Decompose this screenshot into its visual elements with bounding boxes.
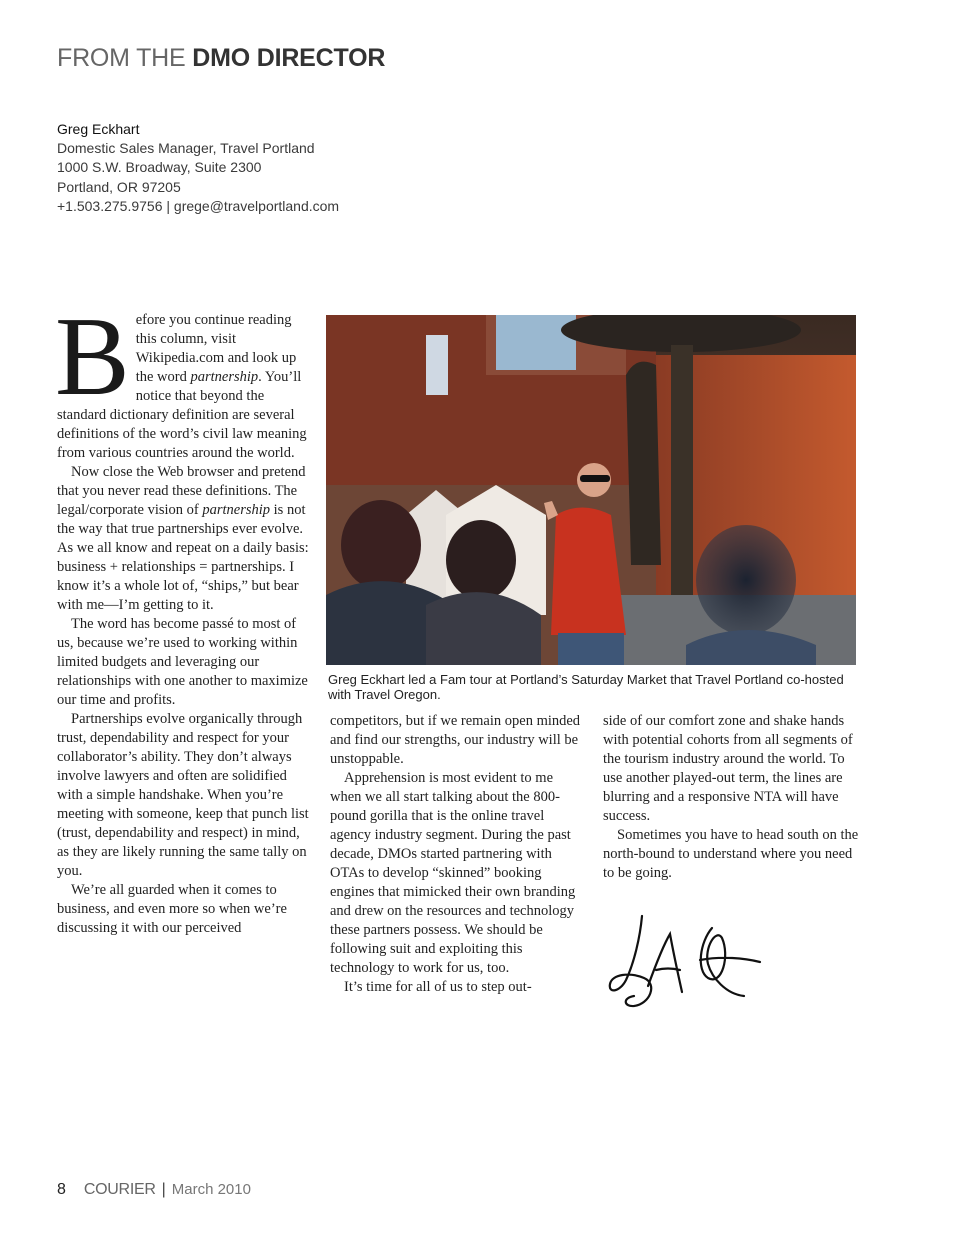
section-title-bold: DMO DIRECTOR: [192, 44, 386, 72]
author-signature: [604, 908, 764, 1018]
article-column-1: [55, 295, 313, 938]
article-paragraph-1: [55, 295, 313, 463]
magazine-name: COURIER: [83, 1181, 156, 1198]
page-footer: [57, 1181, 251, 1199]
paragraph-1-text-b: . You’ll notice that beyond the standard dictionary definition are several definitions of the word’s civil law meaning from various countries around the world.: [57, 369, 307, 461]
signature-icon: [604, 908, 764, 1018]
drop-cap: B: [55, 295, 130, 419]
contact-block: [57, 120, 339, 216]
article-column-3: [603, 712, 859, 883]
article-paragraph-4: Partnerships evolve organically through trust, dependability and respect for your collaborator’s ability. They don’t always involve lawyers and often are solidified with a simple handshake. When you’re meeting with someone, keep that punch list (trust, dependability and respect) in mind, as they are likely running the same tally on you.: [57, 711, 309, 879]
contact-title: Domestic Sales Manager, Travel Portland: [57, 140, 315, 157]
paragraph-2-text-a: Now close the Web browser and pretend that you never read these definitions. The legal/corporate vision of: [57, 464, 306, 518]
photo-illustration: [326, 315, 856, 665]
article-paragraph-3: The word has become passé to most of us, because we’re used to working within limited budgets and leveraging our relationships with one another to maximize our time and profits.: [57, 616, 308, 708]
contact-address-line-2: Portland, OR 97205: [57, 178, 181, 195]
contact-address-line-1: 1000 S.W. Broadway, Suite 2300: [57, 159, 262, 176]
article-photo: [326, 315, 856, 665]
footer-separator: |: [161, 1181, 166, 1198]
paragraph-1-text-a: efore you continue reading this column, visit Wikipedia.com and look up the word: [135, 312, 297, 385]
section-title: [57, 44, 385, 73]
paragraph-1-emphasis: partnership: [190, 369, 259, 385]
article-paragraph-5-continued: competitors, but if we remain open minded and find our strengths, our industry will be unstoppable.: [330, 713, 581, 767]
article-paragraph-5: We’re all guarded when it comes to business, and even more so when we’re discussing it with our perceived: [57, 882, 287, 936]
photo-caption: Greg Eckhart led a Fam tour at Portland’s Saturday Market that Travel Portland co-hosted with Travel Oregon.: [328, 672, 844, 702]
article-column-2: [330, 712, 586, 997]
article-paragraph-6: Apprehension is most evident to me when we all start talking about the 800-pound gorilla that is the online travel agency industry segment. During the past decade, DMOs started partnering with OTAs to develop “skinned” booking engines that mimicked their own branding and drew on the resources and technology these partners possess. We should be following suit and exploiting this technology to work for us, too.: [330, 770, 576, 976]
contact-phone-email: +1.503.275.9756 | grege@travelportland.com: [57, 197, 340, 214]
issue-date: March 2010: [171, 1181, 251, 1198]
article-paragraph-8: Sometimes you have to head south on the north-bound to understand where you need to be going.: [603, 827, 859, 881]
page-number: 8: [57, 1181, 66, 1198]
paragraph-2-emphasis: partnership: [202, 502, 271, 518]
contact-name: Greg Eckhart: [57, 121, 140, 137]
paragraph-2-text-b: is not the way that true partnerships ever evolve. As we all know and repeat on a daily basis: business + relationships = partnerships. I know it’s a whole lot of, “ships,” but bear with me—I’m getting to it.: [57, 502, 309, 613]
section-title-light: FROM THE: [57, 44, 186, 72]
article-paragraph-2: [57, 463, 313, 615]
article-paragraph-7: It’s time for all of us to step out-: [344, 979, 532, 995]
article-paragraph-7-continued: side of our comfort zone and shake hands with potential cohorts from all segments of the tourism industry around the world. To use another played-out term, the lines are blurring and a responsive NTA will have success.: [603, 713, 853, 824]
